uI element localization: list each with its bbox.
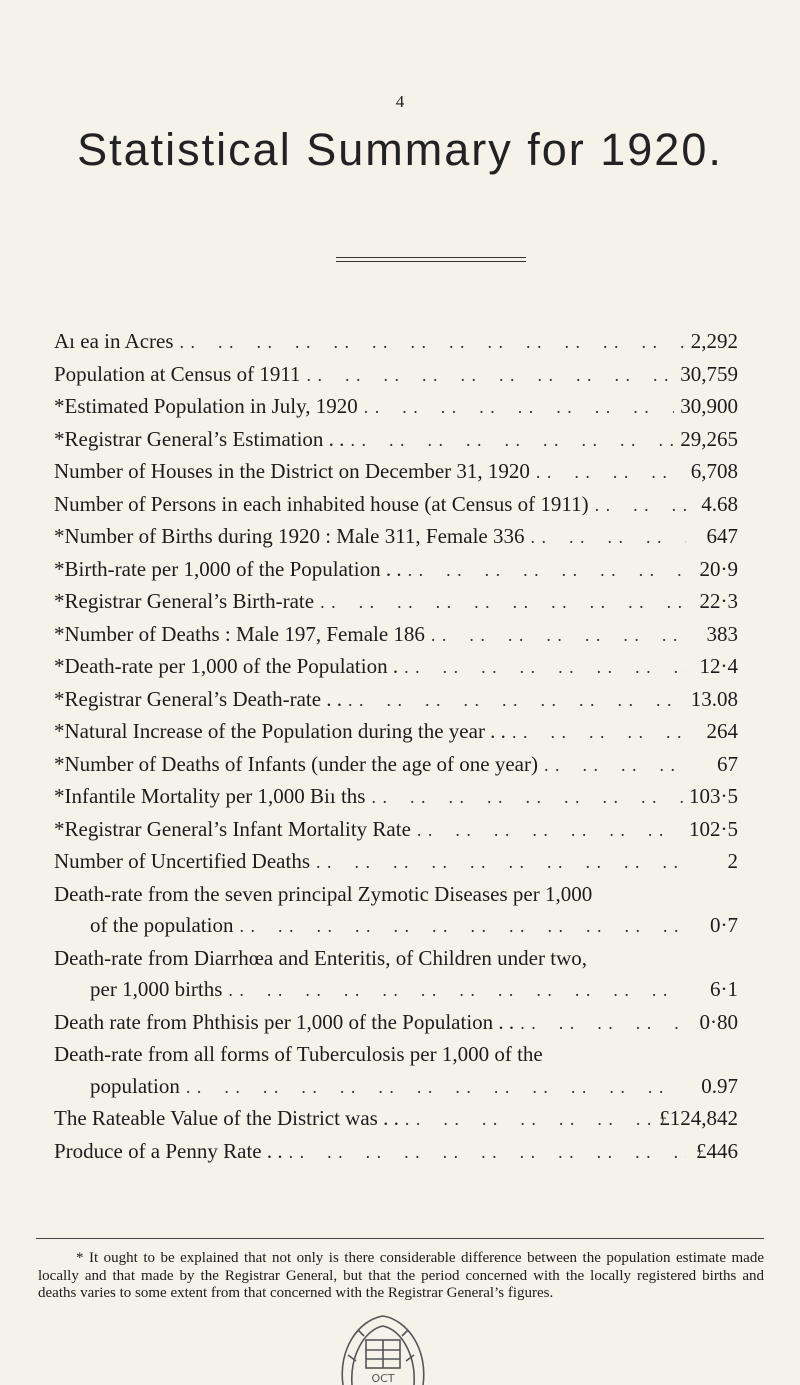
stat-row [54,391,738,424]
stat-value: 6,708 [690,459,738,483]
dot-leader [316,847,686,879]
stat-row [54,910,738,943]
stat-value: 264 [706,719,738,743]
stat-row [54,943,738,975]
stat-row [54,359,738,392]
stat-label: Number of Houses in the District on December 31, 1920 [54,459,530,483]
stat-row [54,846,738,879]
stat-value: 102·5 [689,816,738,841]
stat-label: *Infantile Mortality per 1,000 Biı ths [54,784,366,808]
dot-leader [531,522,687,554]
stat-value: 30,759 [680,361,738,386]
stat-row [54,586,738,619]
dot-leader [186,1072,686,1104]
stat-value: 6·1 [710,977,738,1001]
stat-label: Death rate from Phthisis per 1,000 of the Population . . [54,1009,515,1034]
stat-label: The Rateable Value of the District was . . [54,1106,399,1130]
stat-row [54,326,738,359]
seal-text: OCT [371,1372,395,1385]
dot-leader [544,750,686,782]
stat-label: *Registrar General’s Death-rate . . [54,686,343,711]
dot-leader [371,782,683,814]
stat-label: *Number of Births during 1920 : Male 311, Female 336 [54,524,525,548]
stat-row [54,521,738,554]
dot-leader [350,425,674,457]
stat-value: 13.08 [690,686,738,711]
stat-label: Death-rate from the seven principal Zymotic Diseases per 1,000 [54,881,593,906]
stat-label: Produce of a Penny Rate . . [54,1138,283,1163]
stat-row [54,456,738,489]
stat-row [54,1103,738,1136]
dot-leader [320,587,686,619]
stat-value: 20·9 [699,556,738,581]
page-title: Statistical Summary for 1920. [77,124,723,175]
stat-label: Death-rate from Diarrhœa and Enteritis, of Children under two, [54,945,587,970]
stat-row [54,1071,738,1104]
stat-row [54,814,738,847]
stat-label: per 1,000 births [90,977,223,1001]
dot-leader [180,327,685,359]
stat-value: 30,900 [680,394,738,418]
stat-value: 12·4 [699,654,738,678]
stat-row [54,424,738,457]
dot-leader [405,1104,653,1136]
dot-leader [239,911,686,943]
dot-leader [417,815,683,847]
stat-label: of the population [90,913,234,937]
dot-leader [595,490,686,522]
stat-value: £124,842 [659,1106,738,1130]
stat-row [54,749,738,782]
stat-value: 647 [706,524,738,548]
stat-label: *Registrar General’s Estimation . . [54,426,345,451]
stat-row [54,716,738,749]
dot-leader [307,360,675,392]
stat-label: *Number of Deaths of Infants (under the age of one year) [54,751,538,776]
stat-value: £446 [696,1138,738,1163]
stat-row [54,554,738,587]
stat-label: Death-rate from all forms of Tuberculosis per 1,000 of the [54,1042,543,1066]
stat-value: 2,292 [690,329,738,353]
statistics-list [54,326,738,1168]
stat-row [54,879,738,911]
dot-leader [348,685,685,717]
stat-value: 383 [706,621,738,646]
stat-label: Number of Uncertified Deaths [54,849,310,873]
stat-label: Population at Census of 1911 [54,361,301,386]
stat-value: 2 [727,849,738,873]
dot-leader [228,975,686,1007]
page-number: 4 [395,92,405,111]
title-rule [336,257,526,262]
footnote-rule [36,1238,764,1239]
library-stamp-seal [328,1310,438,1385]
stat-value: 4.68 [701,491,738,516]
dot-leader [431,620,686,652]
stat-row [54,781,738,814]
stat-label: *Natural Increase of the Population during the year . . [54,719,506,743]
stat-row [54,1039,738,1071]
stat-label: *Birth-rate per 1,000 of the Population . . [54,556,402,581]
stat-value: 0.97 [701,1073,738,1098]
stat-value: 29,265 [680,426,738,451]
stat-row [54,974,738,1007]
stat-row [54,684,738,717]
stat-value: 67 [717,751,738,776]
stat-label: *Number of Deaths : Male 197, Female 186 [54,621,425,646]
dot-leader [404,652,686,684]
stat-row [54,489,738,522]
stat-row [54,651,738,684]
stat-label: population [90,1073,180,1098]
dot-leader [408,555,686,587]
dot-leader [289,1137,686,1169]
stat-value: 103·5 [689,784,738,808]
dot-leader [364,392,675,424]
stat-label: *Registrar General’s Birth-rate [54,589,315,613]
stat-value: 22·3 [699,589,738,613]
stat-label: *Death-rate per 1,000 of the Population . [54,654,399,678]
stat-label: Number of Persons in each inhabited house (at Census of 1911) [54,491,589,516]
stat-label: Aı ea in Acres [54,329,174,353]
dot-leader [520,1008,686,1040]
stat-label: *Registrar General’s Infant Mortality Rate [54,816,411,841]
stat-value: 0·80 [699,1009,738,1034]
stat-label: *Estimated Population in July, 1920 [54,394,358,418]
footnote: * It ought to be explained that not only is there considerable difference between the population estimate made locally and that made by the Registrar General, but that the period concerned with the locally registered births and deaths varies to some extent from that concerned with the Registrar General’s figures. [38,1250,764,1301]
stat-row [54,619,738,652]
stat-value: 0·7 [710,913,738,937]
stat-row [54,1136,738,1169]
dot-leader [512,717,686,749]
dot-leader [536,457,685,489]
stat-row [54,1007,738,1040]
